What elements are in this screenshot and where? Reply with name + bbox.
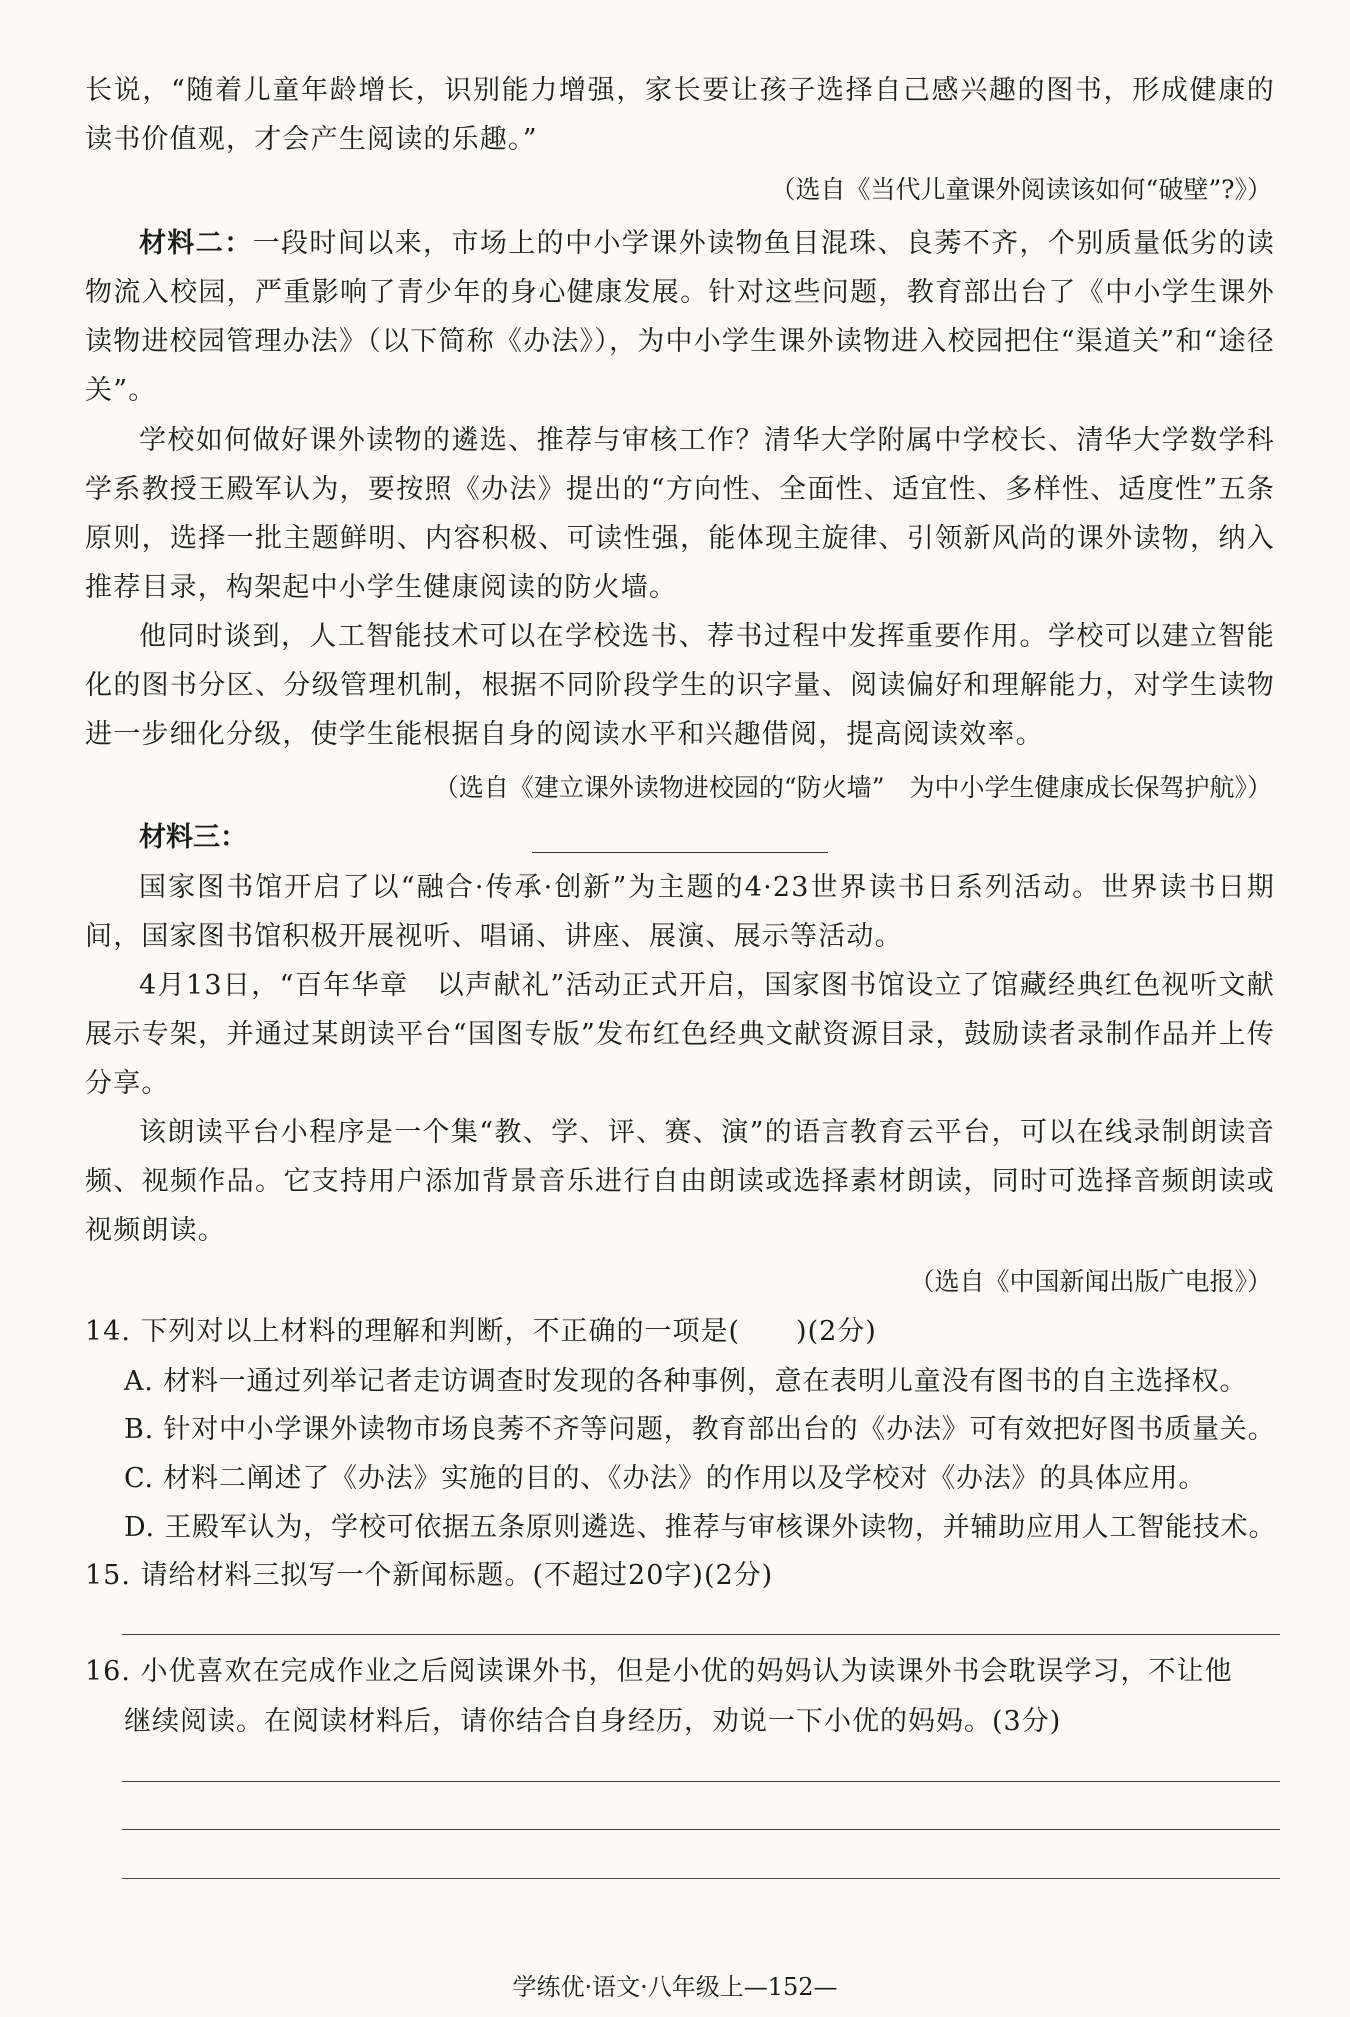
material2-paragraph-3: 他同时谈到，人工智能技术可以在学校选书、荐书过程中发挥重要作用。学校可以建立智能化的图书分区、分级管理机制，根据不同阶段学生的识字量、阅读偏好和理解能力，对学生读物进一步细化分级，使学生能根据自身的阅读水平和兴趣借阅，提高阅读效率。 <box>85 621 1275 750</box>
question-14-option-b: B. 针对中小学课外读物市场良莠不齐等问题，教育部出台的《办法》可有效把好图书质量关。 <box>124 1414 1276 1445</box>
material3-label: 材料三： <box>139 822 247 853</box>
material2-p1-text: 一段时间以来，市场上的中小学课外读物鱼目混珠、良莠不齐，个别质量低劣的读物流入校园，严重影响了青少年的身心健康发展。针对这些问题，教育部出台了《中小学生课外读物进校园管理办法》（以下简称《办法》），为中小学生课外读物进入校园把住“渠道关”和“途径关”。 <box>85 228 1275 406</box>
question-16-line-1: 16. 小优喜欢在完成作业之后阅读课外书，但是小优的妈妈认为读课外书会耽误学习，不让他 <box>85 1656 1233 1687</box>
material1-source: （选自《当代儿童课外阅读该如何“破壁”?》） <box>770 175 1272 204</box>
page-footer: 学练优·语文·八年级上—152— <box>512 1973 838 2001</box>
material2-source: （选自《建立课外读物进校园的“防火墙” 为中小学生健康成长保驾护航》） <box>433 773 1272 802</box>
question-15-stem: 15. 请给材料三拟写一个新闻标题。(不超过20字)(2分) <box>85 1560 774 1591</box>
material1-tail-text: 长说，“随着儿童年龄增长，识别能力增强，家长要让孩子选择自己感兴趣的图书，形成健康的读书价值观，才会产生阅读的乐趣。” <box>85 75 1275 155</box>
question-16-answer-line-3[interactable] <box>122 1878 1280 1879</box>
question-16-answer-line-2[interactable] <box>122 1829 1280 1830</box>
material2-paragraph-1 <box>85 219 1275 415</box>
question-14-option-c: C. 材料二阐述了《办法》实施的目的、《办法》的作用以及学校对《办法》的具体应用。 <box>124 1463 1207 1494</box>
material3-paragraph-3: 该朗读平台小程序是一个集“教、学、评、赛、演”的语言教育云平台，可以在线录制朗读音频、视频作品。它支持用户添加背景音乐进行自由朗读或选择素材朗读，同时可选择音频朗读或视频朗读。 <box>85 1117 1275 1246</box>
material2-label: 材料二： <box>139 228 253 259</box>
material3-paragraph-1: 国家图书馆开启了以“融合·传承·创新”为主题的4·23世界读书日系列活动。世界读书日期间，国家图书馆积极开展视听、唱诵、讲座、展演、展示等活动。 <box>85 872 1275 952</box>
question-16-line-2: 继续阅读。在阅读材料后，请你结合自身经历，劝说一下小优的妈妈。(3分) <box>124 1706 1062 1737</box>
question-14-stem: 14. 下列对以上材料的理解和判断，不正确的一项是( )(2分) <box>85 1316 877 1347</box>
material3-paragraph-2: 4月13日，“百年华章 以声献礼”活动正式开启，国家图书馆设立了馆藏经典红色视听文献展示专架，并通过某朗读平台“国图专版”发布红色经典文献资源目录，鼓励读者录制作品并上传分享。 <box>85 970 1275 1099</box>
question-14-option-d: D. 王殿军认为，学校可依据五条原则遴选、推荐与审核课外读物，并辅助应用人工智能技术。 <box>124 1512 1277 1543</box>
question-16-answer-line-1[interactable] <box>122 1781 1280 1782</box>
question-15-answer-line[interactable] <box>122 1634 1280 1635</box>
material3-title-blank <box>532 852 828 853</box>
material3-source: （选自《中国新闻出版广电报》） <box>909 1267 1272 1296</box>
material2-paragraph-2: 学校如何做好课外读物的遴选、推荐与审核工作？清华大学附属中学校长、清华大学数学科学系教授王殿军认为，要按照《办法》提出的“方向性、全面性、适宜性、多样性、适度性”五条原则，选择一批主题鲜明、内容积极、可读性强，能体现主旋律、引领新风尚的课外读物，纳入推荐目录，构架起中小学生健康阅读的防火墙。 <box>85 425 1275 603</box>
question-14-option-a: A. 材料一通过列举记者走访调查时发现的各种事例，意在表明儿童没有图书的自主选择权。 <box>124 1366 1248 1397</box>
